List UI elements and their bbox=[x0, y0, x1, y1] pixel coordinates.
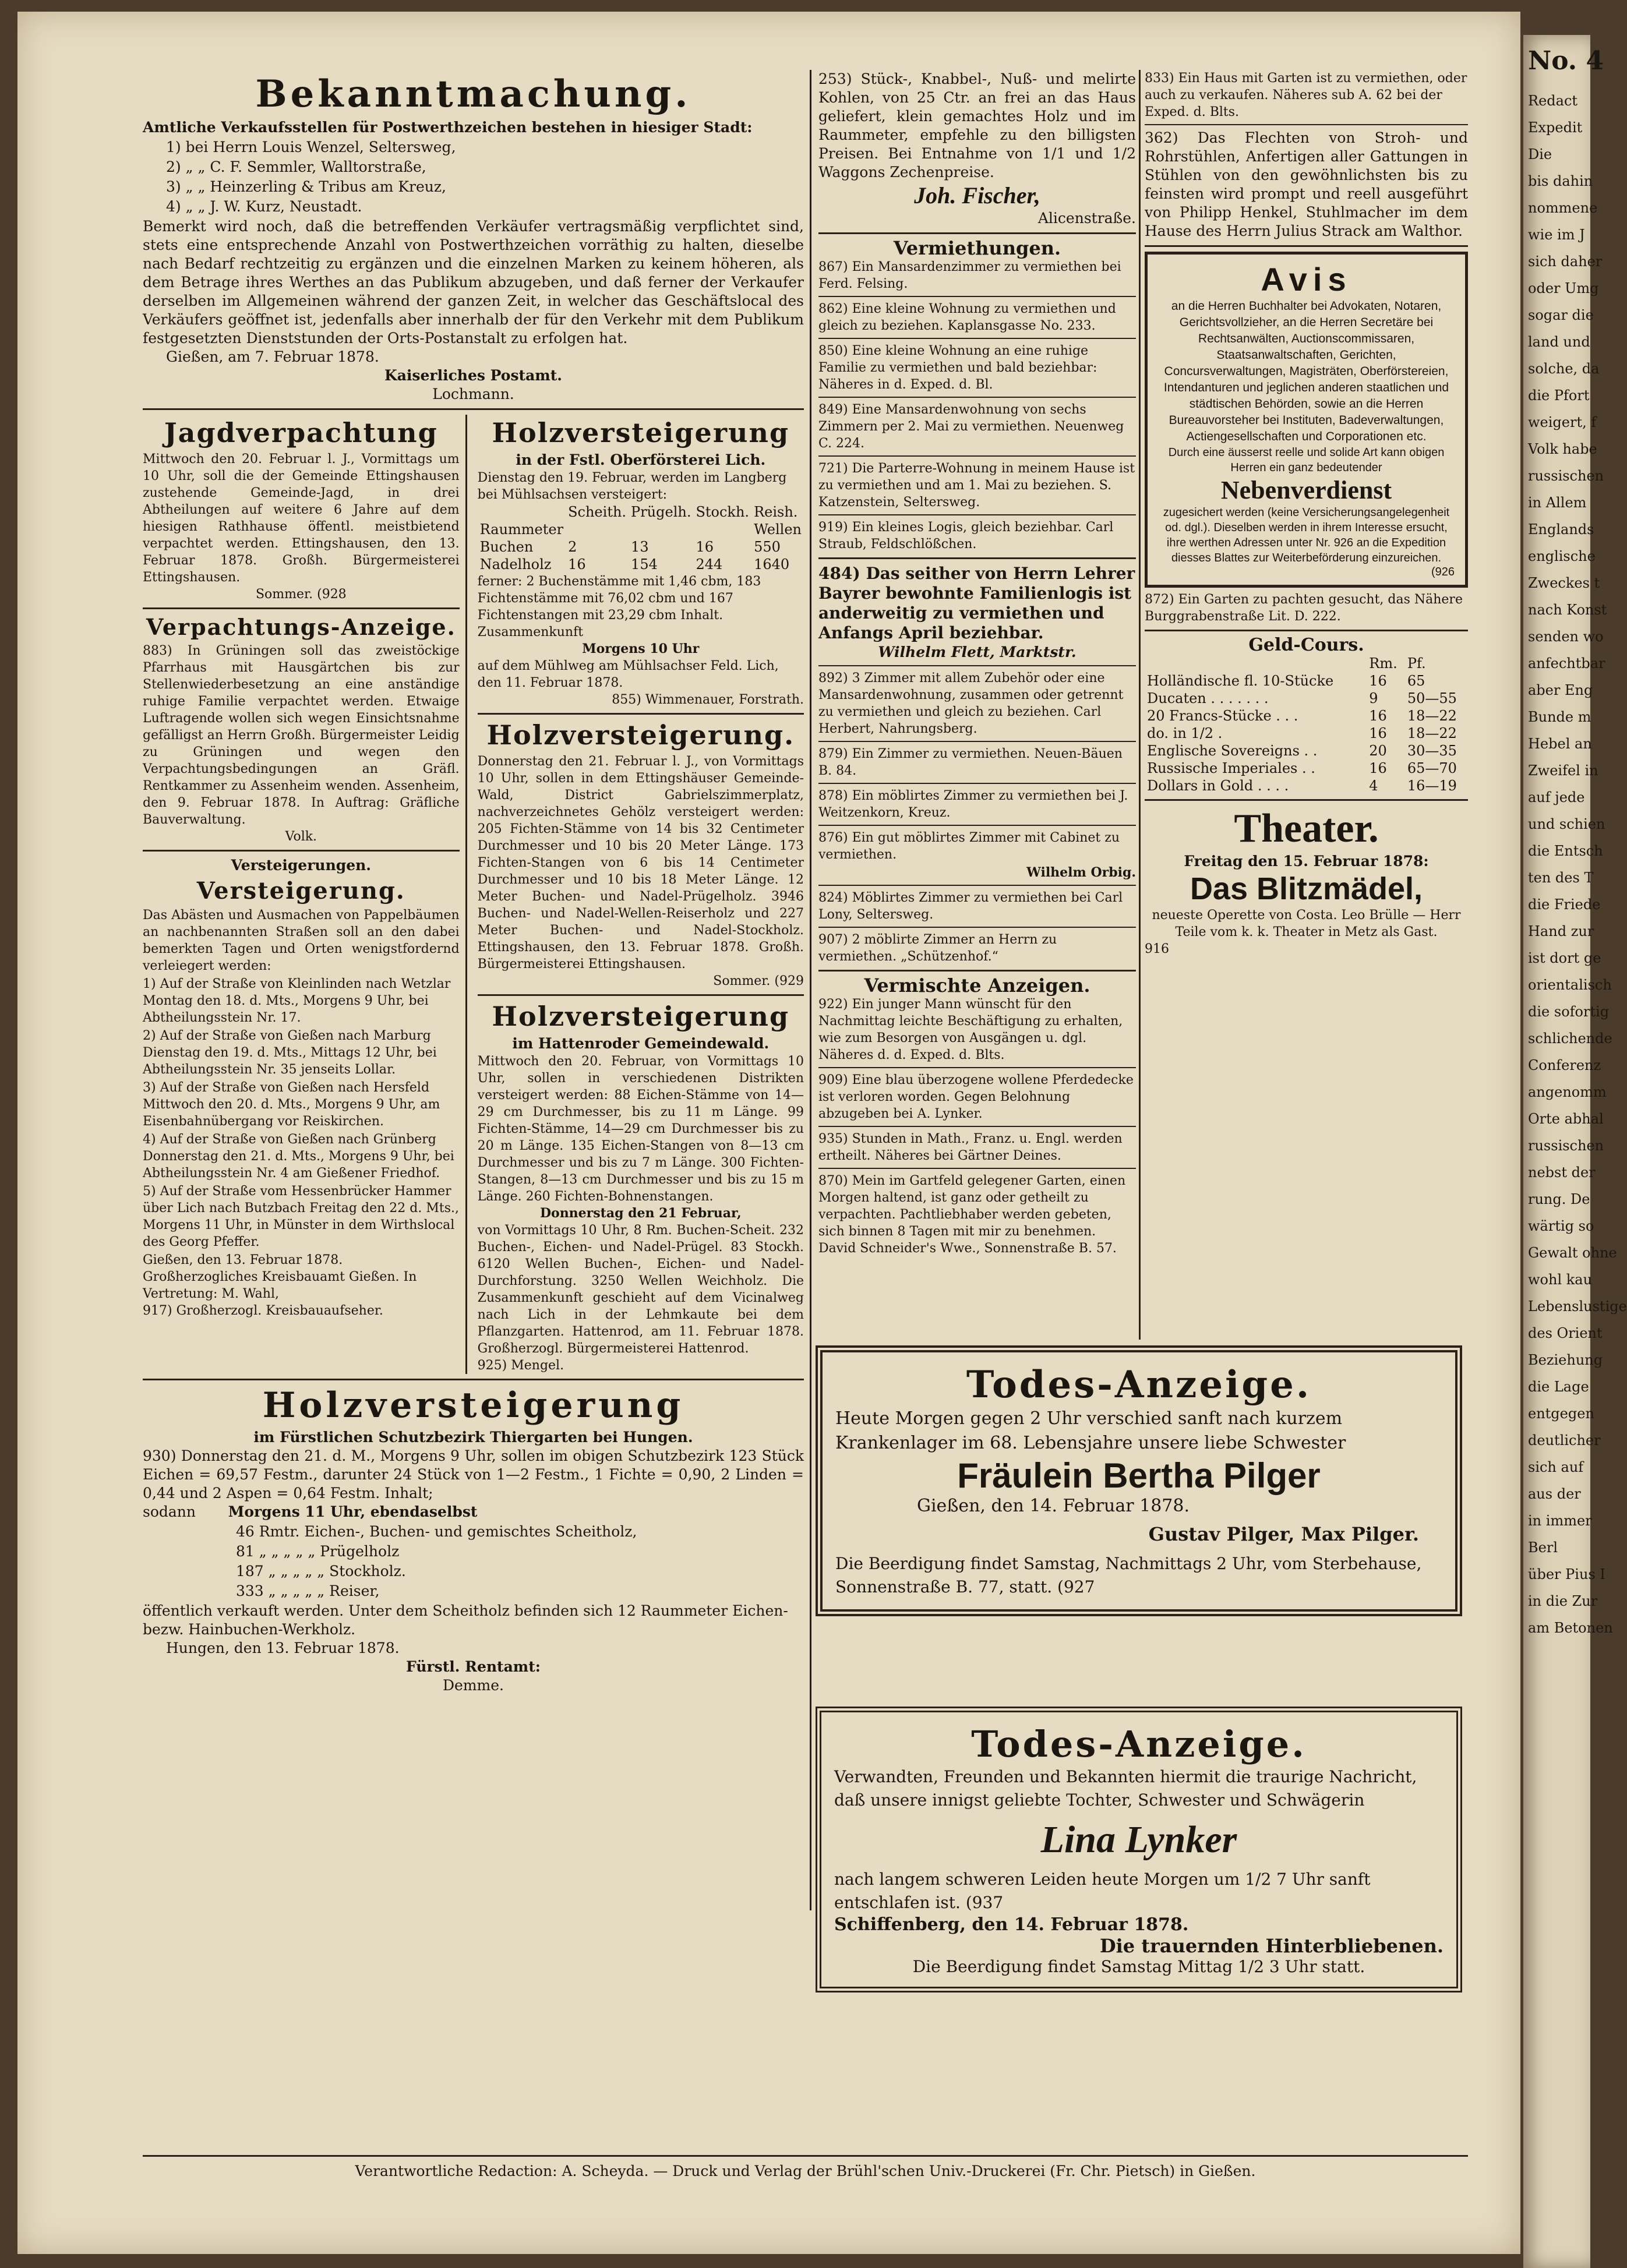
table-row bbox=[478, 521, 804, 538]
table-cell: 16 bbox=[1369, 708, 1387, 724]
edge-text-line: wohl kau bbox=[1528, 1271, 1593, 1288]
edge-text-line: des Orient bbox=[1528, 1325, 1603, 1341]
garten-text: 872) Ein Garten zu pachten gesucht, das Nähere Burggrabenstraße Lit. D. 222. bbox=[1145, 592, 1463, 624]
table-header: Pf. bbox=[1407, 655, 1426, 672]
edge-text-line: Bunde m bbox=[1528, 709, 1591, 725]
table-cell: 18—22 bbox=[1407, 708, 1457, 724]
edge-text-line: Expedit bbox=[1528, 119, 1583, 136]
column-rule bbox=[810, 70, 811, 1910]
list-item: 4) „ „ J. W. Kurz, Neustadt. bbox=[166, 198, 362, 215]
two-column-block bbox=[143, 415, 804, 1374]
imprint-text: Verantwortliche Redaction: A. Scheyda. — Druck und Verlag der Brühl'schen Univ.-Druckerei (Fr. Chr. Pietsch) in Gießen. bbox=[355, 2163, 1256, 2179]
holz3-signature: Mengel. bbox=[511, 1358, 564, 1373]
edge-text-line: am Betonen bbox=[1528, 1620, 1613, 1636]
bekanntmachung-signature: Kaiserliches Postamt. bbox=[384, 367, 562, 384]
kohlen-signature: Joh. Fischer, bbox=[914, 182, 1040, 209]
holz3-text: Mittwoch den 20. Februar, von Vormittags 10 Uhr, sollen in verschiedenen Distrikten versteigert werden: 88 Eichen-Stämme von 14—29 cm Durchmesser, bis zu 11 m Länge. 99 Fichten-Stämme, 14—29 cm Durchmesser bis zu 20 m Länge. 135 Eichen-Stangen von 8—13 cm Durchmesser und bis zu 7 m Länge. 300 Fichten-Stangen, 8—13 cm Durchmesser und bis zu 15 m Länge. 260 Fichten-Bohnenstangen. bbox=[477, 1054, 804, 1204]
divider bbox=[143, 408, 804, 410]
list-item: 4) Auf der Straße von Gießen nach Grünberg Donnerstag den 21. d. Mts., Morgens 9 Uhr, bei Abtheilungsstein Nr. 4 am Gießener Friedhof. bbox=[143, 1132, 454, 1181]
jagd-text: Mittwoch den 20. Februar l. J., Vormittags um 10 Uhr, soll die der Gemeinde Ettingshausen zustehende Gemeinde-Jagd, in drei Abtheilungen auf weitere 6 Jahre auf dem hiesigen Rathhause öffentl. meistbietend verpachtet werden. Ettingshausen, den 13. Februar 1878. Großh. Bürgermeisterei Ettingshausen. bbox=[143, 452, 460, 585]
column-rule bbox=[1139, 70, 1141, 1340]
table-cell: 1640 bbox=[754, 556, 790, 573]
table-cell: 16 bbox=[1369, 673, 1387, 689]
divider bbox=[818, 557, 1136, 559]
edge-text-line: wie im J bbox=[1528, 227, 1585, 243]
table-cell: 244 bbox=[696, 556, 723, 573]
table-cell: 550 bbox=[754, 539, 781, 555]
holz3-title: Holzversteigerung bbox=[492, 1001, 790, 1032]
edge-text-line: die Pfort bbox=[1528, 387, 1590, 404]
bekanntmachung-body: Bemerkt wird noch, daß die betreffenden Verkäufer vertragsmäßig verpflichtet sind, stets eine entsprechende Anzahl von Postwerthzeichen vorräthig zu halten, dieselbe nach Bedarf rechtzeitig zu ergänzen und die einzelnen Marken zu keinem höheren, als dem Betrage ihres Werthes an das Publikum abzugeben, und daß ferner der Verkaufer derselben im Allgemeinen während der ganzen Zeit, in welcher das Geschäftslocal des Verkäufers geöffnet ist, jedenfalls aber innerhalb der für den Verkehr mit dem Publikum festgesetzten Dienststunden der Orts-Postanstalt zu erfolgen hat. bbox=[143, 218, 804, 347]
list-item: 187 „ „ „ „ „ Stockholz. bbox=[236, 1563, 406, 1580]
obituary-date: Schiffenberg, den 14. Februar 1878. bbox=[834, 1914, 1189, 1935]
divider bbox=[143, 850, 460, 852]
table-cell: 154 bbox=[631, 556, 658, 573]
divider bbox=[818, 665, 1136, 666]
divider bbox=[1145, 630, 1468, 631]
orbig-signature: Wilhelm Orbig. bbox=[1026, 865, 1136, 880]
divider bbox=[1145, 799, 1468, 801]
edge-text-line: nach Konst bbox=[1528, 602, 1607, 618]
versteigerung-end: Gießen, den 13. Februar 1878. Großherzogliches Kreisbauamt Gießen. In Vertretung: M. Wahl, bbox=[143, 1253, 417, 1301]
table-header: Rm. bbox=[1369, 655, 1397, 672]
edge-text-line: Gewalt ohne bbox=[1528, 1245, 1617, 1261]
verpachtung-signature: Volk. bbox=[285, 829, 317, 844]
obituary-text: Verwandten, Freunden und Bekannten hiermit die traurige Nachricht, daß unsere innigst geliebte Tochter, Schwester und Schwägerin bbox=[834, 1767, 1417, 1810]
holz4-end: öffentlich verkauft werden. Unter dem Scheitholz befinden sich 12 Raummeter Eichen- bezw. Hainbuchen-Werkholz. bbox=[143, 1602, 788, 1638]
versteigerungen-heading: Versteigerungen. bbox=[231, 857, 372, 874]
edge-text-line: in Allem bbox=[1528, 494, 1587, 511]
ad-number: (926 bbox=[1431, 566, 1455, 578]
edge-text-line: Beziehung bbox=[1528, 1352, 1603, 1368]
table-cell bbox=[693, 521, 751, 538]
column-middle bbox=[818, 70, 1136, 1340]
edge-text-line: entgegen bbox=[1528, 1405, 1594, 1422]
table-row bbox=[478, 556, 804, 573]
table-cell: 16 bbox=[1369, 725, 1387, 741]
divider bbox=[478, 994, 804, 996]
edge-text-line: Hebel an bbox=[1528, 736, 1592, 752]
imprint-footer bbox=[143, 2155, 1468, 2179]
holz1-signature: Wimmenauer, Forstrath. bbox=[645, 693, 804, 707]
table-cell: 65—70 bbox=[1407, 760, 1457, 776]
edge-text-line: rung. De bbox=[1528, 1191, 1590, 1207]
divider bbox=[1145, 124, 1468, 125]
table-cell: Englische Sovereigns . . bbox=[1147, 743, 1318, 759]
holz1-more: ferner: 2 Buchenstämme mit 1,46 cbm, 183 Fichtenstämme mit 76,02 cbm und 167 Fichtenstangen mit 23,29 cbm Inhalt. Zusammenkunft bbox=[477, 574, 761, 640]
theater-play: Das Blitzmädel, bbox=[1190, 871, 1423, 906]
edge-text-line: No. 4 bbox=[1528, 46, 1604, 76]
ad-number: (929 bbox=[774, 974, 804, 988]
holz4-list bbox=[143, 1522, 804, 1601]
table-cell: Raummeter bbox=[479, 521, 564, 538]
edge-text-line: die Lage bbox=[1528, 1379, 1589, 1395]
ad-number: (928 bbox=[317, 587, 347, 602]
bekanntmachung-name: Lochmann. bbox=[432, 386, 514, 402]
edge-text-line: Redact bbox=[1528, 93, 1578, 109]
bayrer-text: 484) Das seither von Herrn Lehrer Bayrer bewohnte Familienlogis ist anderweitig zu vermiethen und Anfangs April beziehbar. bbox=[818, 564, 1135, 642]
holz1-subtitle: in der Fstl. Oberförsterei Lich. bbox=[516, 451, 766, 468]
obituary-signature: Die trauernden Hinterbliebenen. bbox=[1099, 1935, 1444, 1957]
bekanntmachung-title: Bekanntmachung. bbox=[255, 72, 691, 116]
holz4-text: 930) Donnerstag den 21. d. M., Morgens 9 Uhr, sollen im obigen Schutzbezirk 123 Stück Eichen = 69,57 Festm., darunter 24 Stück von 1—2 Festm., 1 Fichte = 0,90, 2 Linden = 0,44 und 2 Aspen = 0,64 Festm. Inhalt; bbox=[143, 1447, 804, 1502]
table-cell: 16 bbox=[1369, 760, 1387, 776]
edge-text-line: die sofortig bbox=[1528, 1004, 1610, 1020]
flecht-text: 362) Das Flechten von Stroh- und Rohrstühlen, Anfertigen aller Gattungen in Stühlen von den gewöhnlichsten bis zu feinsten wird prompt und reell ausgeführt von Philipp Henkel, Stuhlmacher im dem Hause des Herrn Julius Strack am Walthor. bbox=[1145, 129, 1468, 239]
edge-text-line: sich daher bbox=[1528, 253, 1603, 270]
edge-text-line: weigert, f bbox=[1528, 414, 1597, 430]
table-cell: 13 bbox=[631, 539, 649, 555]
edge-text-line: sogar die bbox=[1528, 307, 1594, 323]
geld-table bbox=[1145, 655, 1468, 794]
edge-text-line: senden wo bbox=[1528, 628, 1604, 645]
edge-text-line: sich auf bbox=[1528, 1459, 1584, 1475]
holz1-text: Dienstag den 19. Februar, werden im Langberg bei Mühlsachsen versteigert: bbox=[477, 471, 787, 502]
versteigerung-number: 917) Großherzogl. Kreisbauaufseher. bbox=[143, 1303, 383, 1318]
holz4-sodann: sodann bbox=[143, 1503, 196, 1520]
table-header: Reish. bbox=[754, 504, 798, 520]
table-cell: Russische Imperiales . . bbox=[1147, 760, 1315, 776]
table-cell: 16 bbox=[568, 556, 586, 573]
obituary-name: Lina Lynker bbox=[1040, 1818, 1237, 1861]
kohlen-address: Alicenstraße. bbox=[1037, 210, 1136, 227]
table-header bbox=[478, 503, 566, 521]
edge-text-line: oder Umg bbox=[1528, 280, 1599, 296]
table-cell bbox=[566, 521, 629, 538]
jagd-signature: Sommer. bbox=[255, 587, 313, 602]
table-cell: 50—55 bbox=[1407, 690, 1457, 706]
edge-text-line: schlichende bbox=[1528, 1030, 1612, 1047]
holz1-time: Morgens 10 Uhr bbox=[582, 641, 700, 656]
holz4-name: Demme. bbox=[443, 1677, 504, 1694]
list-item: 870) Mein im Gartfeld gelegener Garten, einen Morgen haltend, ist ganz oder getheilt zu verpachten. Pachtliebhaber werden gebeten, sich binnen 8 Tagen mit mir zu benehmen. David Schneider's Wwe., Sonnenstraße B. 57. bbox=[818, 1174, 1126, 1256]
divider bbox=[818, 970, 1136, 972]
list-item: 46 Rmtr. Eichen-, Buchen- und gemischtes Scheitholz, bbox=[236, 1523, 637, 1540]
avis-nebenverdienst: Nebenverdienst bbox=[1220, 476, 1392, 504]
table-cell: 65 bbox=[1407, 673, 1425, 689]
table-header: Stockh. bbox=[696, 504, 750, 520]
table-cell: 2 bbox=[568, 539, 577, 555]
holz4-title: Holzversteigerung bbox=[262, 1385, 684, 1426]
vermiethungen-title: Vermiethungen. bbox=[893, 237, 1061, 259]
list-item: 919) Ein kleines Logis, gleich beziehbar. Carl Straub, Feldschlößchen. bbox=[818, 520, 1114, 552]
avis-box bbox=[1145, 252, 1468, 588]
edge-text-line: ten des T bbox=[1528, 870, 1594, 886]
versteigerung-intro: Das Abästen und Ausmachen von Pappelbäumen an nachbenannten Straßen soll an den dabei bemerkten Tagen und Orten wenigstfordernd verleiegert werden: bbox=[143, 908, 460, 973]
list-item: 935) Stunden in Math., Franz. u. Engl. werden ertheilt. Näheres bei Gärtner Deines. bbox=[818, 1132, 1123, 1163]
geld-title: Geld-Cours. bbox=[1248, 635, 1364, 655]
list-item: 878) Ein möblirtes Zimmer zu vermiethen bei J. Weitzenkorn, Kreuz. bbox=[818, 789, 1128, 820]
versteigerung-list bbox=[143, 976, 460, 1250]
list-item: 721) Die Parterre-Wohnung in meinem Hause ist zu vermiethen und am 1. Mai zu beziehen. S. Katzenstein, Seltersweg. bbox=[818, 461, 1135, 510]
divider bbox=[478, 713, 804, 715]
table-cell: 18—22 bbox=[1407, 725, 1457, 741]
edge-text-line: die Friede bbox=[1528, 896, 1601, 913]
bekanntmachung-list bbox=[143, 138, 804, 216]
holz1-table bbox=[478, 503, 804, 573]
edge-text-line: Die bbox=[1528, 146, 1552, 162]
holz1-end: auf dem Mühlweg am Mühlsachser Feld. Lich, den 11. Februar 1878. bbox=[477, 659, 779, 690]
ad-number: 916 bbox=[1145, 942, 1169, 956]
subcolumn-left bbox=[143, 415, 467, 1374]
ad-number: (927 bbox=[1057, 1577, 1095, 1596]
obituary-burial: Die Beerdigung findet Samstag, Nachmittags 2 Uhr, vom Sterbehause, Sonnenstraße B. 77, statt. bbox=[835, 1554, 1422, 1596]
edge-text-line: über Pius I bbox=[1528, 1566, 1605, 1582]
holz3-day2: Donnerstag den 21 Februar, bbox=[539, 1206, 742, 1221]
haus-text: 833) Ein Haus mit Garten ist zu vermiethen, oder auch zu verkaufen. Näheres sub A. 62 bei der Exped. d. Blts. bbox=[1145, 71, 1467, 119]
avis-text-2: Durch eine äusserst reelle und solide Art kann obigen Herren ein ganz bedeutender bbox=[1168, 446, 1445, 474]
divider bbox=[1145, 245, 1468, 247]
avis-text: an die Herren Buchhalter bei Advokaten, Notaren, Gerichtsvollzieher, an die Herren Secretäre bei Rechtsanwälten, Auctionscommissaren, Staatsanwaltschaften, Gerichten, Concursverwaltungen, Magisträten, Oberförstereien, Intendanturen und jeglichen anderen staatlichen und städtischen Behörden, sowie an die Herren Bureauvorsteher bei Instituten, Badeverwaltungen, Actiengesellschaften und Corporationen etc. bbox=[1163, 299, 1449, 443]
table-cell: 20 Francs-Stücke . . . bbox=[1147, 708, 1298, 724]
bekanntmachung-date: Gießen, am 7. Februar 1878. bbox=[166, 348, 379, 365]
list-item: 862) Eine kleine Wohnung zu vermiethen und gleich zu beziehen. Kaplansgasse No. 233. bbox=[818, 302, 1116, 333]
table-cell bbox=[629, 521, 693, 538]
edge-text-line: solche, da bbox=[1528, 361, 1600, 377]
theater-text: neueste Operette von Costa. Leo Brülle — Herr Teile vom k. k. Theater in Metz als Gast. bbox=[1152, 908, 1461, 939]
table-cell: 4 bbox=[1369, 778, 1378, 794]
avis-text-3: zugesichert werden (keine Versicherungsangelegenheit od. dgl.). Dieselben werden in ihrem Interesse ersucht, ihre werthen Adressen unter Nr. 926 an die Expedition diesses Blattes zur Weiterbeförderung einzureichen. bbox=[1163, 506, 1450, 564]
versteigerung-title: Versteigerung. bbox=[196, 877, 405, 905]
table-row bbox=[1145, 742, 1468, 759]
obituary-text: Heute Morgen gegen 2 Uhr verschied sanft nach kurzem Krankenlager im 68. Lebensjahre unsere liebe Schwester bbox=[835, 1408, 1346, 1453]
list-item: 824) Möblirtes Zimmer zu vermiethen bei Carl Lony, Seltersweg. bbox=[818, 891, 1123, 922]
holz3-text2: von Vormittags 10 Uhr, 8 Rm. Buchen-Scheit. 232 Buchen-, Eichen- und Nadel-Prügel. 83 Stockh. 6120 Wellen Buchen-, Eichen- und Nadel-Durchforstung. 3250 Wellen Weichholz. Die Zusammenkunft geschieht auf dem Vicinalweg nach Lich in der Lehmkaute bei dem Pflanzgarten. Hattenrod, am 11. Februar 1878. Großherzogl. Bürgermeisterei Hattenrod. bbox=[477, 1223, 804, 1356]
edge-text-line: aber Eng bbox=[1528, 682, 1593, 698]
list-item: 922) Ein junger Mann wünscht für den Nachmittag leichte Beschäftigung zu erhalten, wie zum Besorgen von Ausgängen u. dgl. Näheres d. d. Exped. d. Blts. bbox=[818, 997, 1123, 1062]
table-row bbox=[1145, 672, 1468, 690]
list-item: 3) „ „ Heinzerling & Tribus am Kreuz, bbox=[166, 178, 446, 195]
list-item: 892) 3 Zimmer mit allem Zubehör oder eine Mansardenwohnung, zusammen oder getrennt zu vermiethen und gleich zu beziehen. Carl Herbert, Nahrungsberg. bbox=[818, 671, 1124, 736]
list-item: 867) Ein Mansardenzimmer zu vermiethen bei Ferd. Felsing. bbox=[818, 260, 1121, 291]
list-item: 3) Auf der Straße von Gießen nach Hersfeld Mittwoch den 20. d. Mts., Morgens 9 Uhr, am Eisenbahnübergang vor Reiskirchen. bbox=[143, 1080, 440, 1129]
list-item: 1) bei Herrn Louis Wenzel, Seltersweg, bbox=[166, 139, 456, 156]
vermischte-list bbox=[818, 996, 1136, 1257]
bayrer-signature: Wilhelm Flett, Marktstr. bbox=[878, 644, 1077, 660]
vermiethungen-list-2 bbox=[818, 670, 1136, 965]
edge-text-line: Englands bbox=[1528, 521, 1594, 538]
edge-text-line: bis dahin bbox=[1528, 173, 1593, 189]
table-row bbox=[478, 538, 804, 556]
obituary-signature: Gustav Pilger, Max Pilger. bbox=[1148, 1523, 1419, 1545]
list-item: 5) Auf der Straße vom Hessenbrücker Hammer über Lich nach Butzbach Freitag den 22 d. Mts., Morgens 11 Uhr, in Münster in dem Wirthslocal des Georg Pfeffer. bbox=[143, 1184, 459, 1249]
holz3-subtitle: im Hattenroder Gemeindewald. bbox=[512, 1035, 770, 1052]
table-cell: 16 bbox=[696, 539, 714, 555]
ad-number: 855) bbox=[612, 693, 641, 707]
table-cell: do. in 1/2 . bbox=[1147, 725, 1223, 741]
edge-text-line: land und bbox=[1528, 334, 1590, 350]
jagd-title: Jagdverpachtung bbox=[164, 417, 438, 448]
edge-text-line: Hand zur bbox=[1528, 923, 1594, 939]
list-item: 81 „ „ „ „ „ Prügelholz bbox=[236, 1543, 400, 1560]
edge-text-line: Orte abhal bbox=[1528, 1111, 1604, 1127]
holz4-signature: Fürstl. Rentamt: bbox=[405, 1658, 541, 1675]
table-cell: 9 bbox=[1369, 690, 1378, 706]
obituary-pilger bbox=[816, 1340, 1462, 1622]
table-cell: Wellen bbox=[754, 521, 802, 538]
table-cell: Nadelholz bbox=[479, 556, 552, 573]
table-cell: 16—19 bbox=[1407, 778, 1457, 794]
edge-text-line: wärtig so bbox=[1528, 1218, 1594, 1234]
edge-text-line: und schien bbox=[1528, 816, 1605, 832]
ad-number: (937 bbox=[965, 1893, 1004, 1912]
table-header bbox=[1145, 655, 1367, 672]
edge-text-line: in die Zur bbox=[1528, 1593, 1598, 1609]
ad-number: 925) bbox=[477, 1358, 507, 1373]
verpachtung-title: Verpachtungs-Anzeige. bbox=[146, 614, 456, 640]
edge-text-line: in immer bbox=[1528, 1513, 1592, 1529]
table-row bbox=[1145, 707, 1468, 725]
obituary-title: Todes-Anzeige. bbox=[971, 1723, 1307, 1765]
table-cell: 20 bbox=[1369, 743, 1387, 759]
edge-text-line: Lebenslustige bbox=[1528, 1298, 1627, 1315]
holz4-date: Hungen, den 13. Februar 1878. bbox=[166, 1640, 400, 1656]
list-item: 849) Eine Mansardenwohnung von sechs Zimmern per 2. Mai zu vermiethen. Neuenweg C. 224. bbox=[818, 402, 1124, 451]
holz4-time: Morgens 11 Uhr, ebendaselbst bbox=[228, 1503, 478, 1520]
verpachtung-text: 883) In Grüningen soll das zweistöckige Pfarrhaus mit Hausgärtchen bis zur Stellenwiederbesetzung an eine anständige ruhige Familie verpachtet werden. Etwaige Luftragende wollen sich wegen Einsichtsnahme gefälligst an Herrn Großh. Bürgermeister Leidig zu Grüningen und wegen den Verpachtungsbedingungen an Gräfl. Rentkammer zu Assenheim wenden. Assenheim, den 9. Februar 1878. In Auftrag: Gräfliche Bauverwaltung. bbox=[143, 644, 460, 827]
holz4-subtitle: im Fürstlichen Schutzbezirk Thiergarten bei Hungen. bbox=[253, 1429, 693, 1446]
edge-text-line: auf jede bbox=[1528, 789, 1585, 806]
adjacent-page-edge bbox=[1523, 35, 1627, 2268]
table-row bbox=[1145, 777, 1468, 794]
table-cell: Buchen bbox=[479, 539, 534, 555]
edge-text-line: orientalisch bbox=[1528, 977, 1612, 993]
edge-text-line: ist dort ge bbox=[1528, 950, 1601, 966]
edge-text-line: anfechtbar bbox=[1528, 655, 1605, 672]
edge-text-line: die Entsch bbox=[1528, 843, 1603, 859]
divider bbox=[143, 1379, 804, 1380]
table-cell: Dollars in Gold . . . . bbox=[1147, 778, 1289, 794]
table-row bbox=[1145, 655, 1468, 672]
edge-text-line: russischen bbox=[1528, 468, 1604, 484]
theater-day: Freitag den 15. Februar 1878: bbox=[1184, 853, 1429, 870]
edge-text-line: Conferenz bbox=[1528, 1057, 1601, 1073]
edge-text-line: angenomm bbox=[1528, 1084, 1607, 1100]
obituary-name: Fräulein Bertha Pilger bbox=[957, 1456, 1321, 1495]
obituary-title: Todes-Anzeige. bbox=[966, 1363, 1312, 1407]
divider bbox=[143, 607, 460, 609]
edge-text-line: englische bbox=[1528, 548, 1596, 564]
table-row bbox=[1145, 690, 1468, 707]
column-left bbox=[143, 70, 804, 1905]
list-item: 333 „ „ „ „ „ Reiser, bbox=[236, 1582, 380, 1599]
edge-text-line: Volk habe bbox=[1528, 441, 1597, 457]
edge-text-line: Berl bbox=[1528, 1539, 1558, 1556]
edge-text-line: nebst der bbox=[1528, 1164, 1596, 1181]
list-item: 2) Auf der Straße von Gießen nach Marburg Dienstag den 19. d. Mts., Mittags 12 Uhr, bei Abtheilungsstein Nr. 35 jenseits Lollar. bbox=[143, 1029, 437, 1077]
vermiethungen-list bbox=[818, 259, 1136, 553]
holz1-title: Holzversteigerung bbox=[492, 417, 790, 448]
avis-title: Avis bbox=[1261, 261, 1352, 298]
vermischte-title: Vermischte Anzeigen. bbox=[864, 974, 1090, 997]
edge-text-line: deutlicher bbox=[1528, 1432, 1601, 1449]
list-item: 1) Auf der Straße von Kleinlinden nach Wetzlar Montag den 18. d. Mts., Morgens 9 Uhr, bei Abtheilungsstein Nr. 17. bbox=[143, 977, 451, 1025]
list-item: 2) „ „ C. F. Semmler, Walltorstraße, bbox=[166, 158, 426, 175]
list-item: 850) Eine kleine Wohnung an eine ruhige Familie zu vermiethen und bald beziehbar: Näheres in d. Exped. d. Bl. bbox=[818, 344, 1097, 392]
divider bbox=[818, 232, 1136, 234]
kohlen-text: 253) Stück-, Knabbel-, Nuß- und melirte Kohlen, von 25 Ctr. an frei an das Haus geliefert, klein gemachtes Holz und im Raummeter, empfehle zu den billigsten Preisen. Bei Entnahme von 1/1 und 1/2 Waggons Zechenpreise. bbox=[818, 70, 1136, 181]
table-row bbox=[478, 503, 804, 521]
table-header: Prügelh. bbox=[631, 504, 691, 520]
obituary-text-2: nach langem schweren Leiden heute Morgen um 1/2 7 Uhr sanft entschlafen ist. bbox=[834, 1870, 1371, 1912]
obituary-lynker bbox=[816, 1701, 1462, 1998]
subcolumn-right bbox=[478, 415, 804, 1374]
edge-text-line: russischen bbox=[1528, 1137, 1604, 1154]
list-item: 876) Ein gut möblirtes Zimmer mit Cabinet zu vermiethen. bbox=[818, 831, 1120, 862]
bekanntmachung-intro: Amtliche Verkaufsstellen für Postwerthzeichen bestehen in hiesiger Stadt: bbox=[143, 119, 753, 136]
list-item: 879) Ein Zimmer zu vermiethen. Neuen-Bäuen B. 84. bbox=[818, 747, 1123, 778]
table-cell: 30—35 bbox=[1407, 743, 1457, 759]
obituary-date: Gießen, den 14. Februar 1878. bbox=[917, 1496, 1190, 1516]
edge-text-line: Zweckes t bbox=[1528, 575, 1600, 591]
obituary-burial: Die Beerdigung findet Samstag Mittag 1/2 3 Uhr statt. bbox=[912, 1957, 1365, 1976]
holz2-text: Donnerstag den 21. Februar l. J., von Vormittags 10 Uhr, sollen in dem Ettingshäuser Gemeinde-Wald, District Gabrielszimmerplatz, nachverzeichnetes Gehölz versteigert werden: 205 Fichten-Stämme von 14 bis 32 Centimeter Durchmesser und 10 bis 20 Meter Länge. 173 Fichten-Stangen von 6 bis 14 Centimeter Durchmesser und 10 bis 18 Meter Länge. 12 Meter Buchen- und Nadel-Prügelholz. 3946 Buchen- und Nadel-Wellen-Reiserholz und 227 Meter Buchen- und Nadel-Stockholz. Ettingshausen, den 13. Februar 1878. Großh. Bürgermeisterei Ettingshausen. bbox=[477, 754, 804, 972]
table-row bbox=[1145, 759, 1468, 777]
table-row bbox=[1145, 725, 1468, 742]
holz2-signature: Sommer. bbox=[713, 974, 771, 988]
edge-text-line: aus der bbox=[1528, 1486, 1581, 1502]
list-item: 909) Eine blau überzogene wollene Pferdedecke ist verloren worden. Gegen Belohnung abzugeben bei A. Lynker. bbox=[818, 1073, 1134, 1121]
table-cell: Holländische fl. 10-Stücke bbox=[1147, 673, 1334, 689]
edge-text-line: nommene bbox=[1528, 200, 1598, 216]
theater-title: Theater. bbox=[1234, 806, 1379, 851]
list-item: 907) 2 möblirte Zimmer an Herrn zu vermiethen. „Schützenhof.“ bbox=[818, 932, 1057, 964]
column-right bbox=[1145, 70, 1468, 1340]
holz2-title: Holzversteigerung. bbox=[486, 719, 795, 751]
edge-text-line: Zweifel in bbox=[1528, 762, 1598, 779]
table-cell: Ducaten . . . . . . . bbox=[1147, 690, 1269, 706]
table-header: Scheith. bbox=[568, 504, 627, 520]
